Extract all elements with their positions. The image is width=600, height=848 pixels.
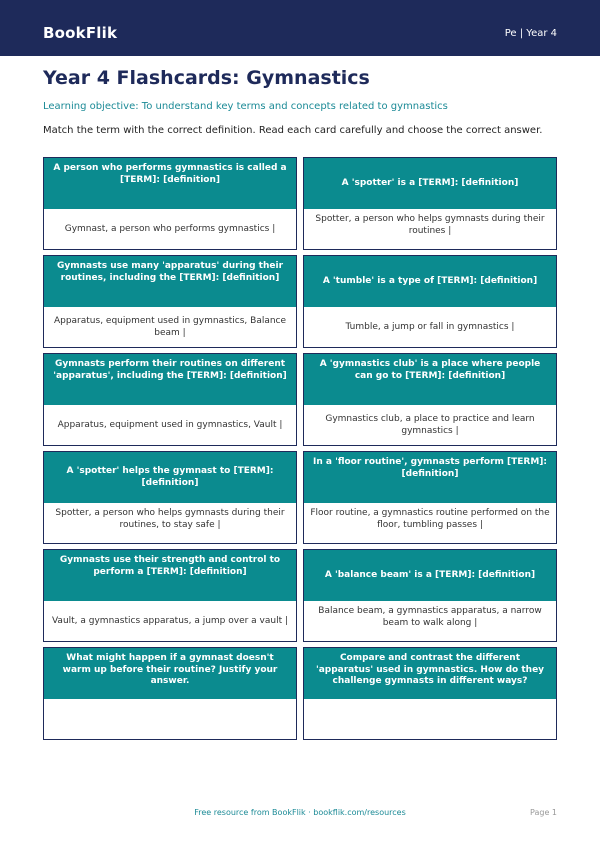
card-term: Gymnasts use their strength and control to perform a [TERM]: [definition] [44,550,296,601]
card-term: A person who performs gymnastics is called a [TERM]: [definition] [44,158,296,209]
instructions: Match the term with the correct definition. Read each card carefully and choose the correct answer. [43,125,543,136]
card-answer-space [304,699,556,739]
header-bar [0,0,600,56]
flashcard-4 [303,255,557,348]
card-term: A 'balance beam' is a [TERM]: [definition] [304,550,556,601]
flashcard-1 [43,157,297,250]
card-definition: Spotter, a person who helps gymnasts during their routines | [315,214,545,237]
card-definition: Balance beam, a gymnastics apparatus, a narrow beam to walk along | [318,606,542,629]
card-question: Compare and contrast the different 'apparatus' used in gymnastics. How do they challenge gymnasts in different ways? [304,648,556,699]
flashcard-10 [303,549,557,642]
flashcard-3 [43,255,297,348]
card-definition: Tumble, a jump or fall in gymnastics | [345,321,515,332]
flashcard-11 [43,647,297,740]
card-definition: Apparatus, equipment used in gymnastics, Balance beam | [53,315,287,338]
card-definition: Gymnast, a person who performs gymnastics | [64,223,276,234]
flashcard-8 [303,451,557,544]
card-definition: Apparatus, equipment used in gymnastics, Vault | [57,419,283,430]
page-title: Year 4 Flashcards: Gymnastics [43,67,370,89]
flashcard-6 [303,353,557,446]
card-term: Gymnasts use many 'apparatus' during their routines, including the [TERM]: [definition] [44,256,296,307]
flashcard-7 [43,451,297,544]
card-term: A 'spotter' is a [TERM]: [definition] [304,158,556,209]
card-term: In a 'floor routine', gymnasts perform [TERM]: [definition] [304,452,556,503]
card-definition: Vault, a gymnastics apparatus, a jump over a vault | [51,615,289,626]
card-definition: Spotter, a person who helps gymnasts during their routines, to stay safe | [55,508,285,531]
brand-logo[interactable]: BookFlik [43,24,118,42]
flashcard-2 [303,157,557,250]
footer-link[interactable]: Free resource from BookFlik · bookflik.com/resources [194,808,406,817]
card-definition: Floor routine, a gymnastics routine performed on the floor, tumbling passes | [310,508,550,531]
card-term: A 'tumble' is a type of [TERM]: [definition] [304,256,556,307]
card-definition: Gymnastics club, a place to practice and learn gymnastics | [325,413,535,436]
flashcard-9 [43,549,297,642]
card-question: What might happen if a gymnast doesn't warm up before their routine? Justify your answer. [44,648,296,699]
subject-year-label: Pe | Year 4 [504,28,557,39]
flashcard-12 [303,647,557,740]
card-answer-space [44,699,296,739]
card-term: Gymnasts perform their routines on different 'apparatus', including the [TERM]: [definition] [44,354,296,405]
page-number: Page 1 [530,808,557,817]
card-term: A 'gymnastics club' is a place where people can go to [TERM]: [definition] [304,354,556,405]
card-term: A 'spotter' helps the gymnast to [TERM]: [definition] [44,452,296,503]
flashcard-5 [43,353,297,446]
learning-objective: Learning objective: To understand key terms and concepts related to gymnastics [43,101,448,112]
